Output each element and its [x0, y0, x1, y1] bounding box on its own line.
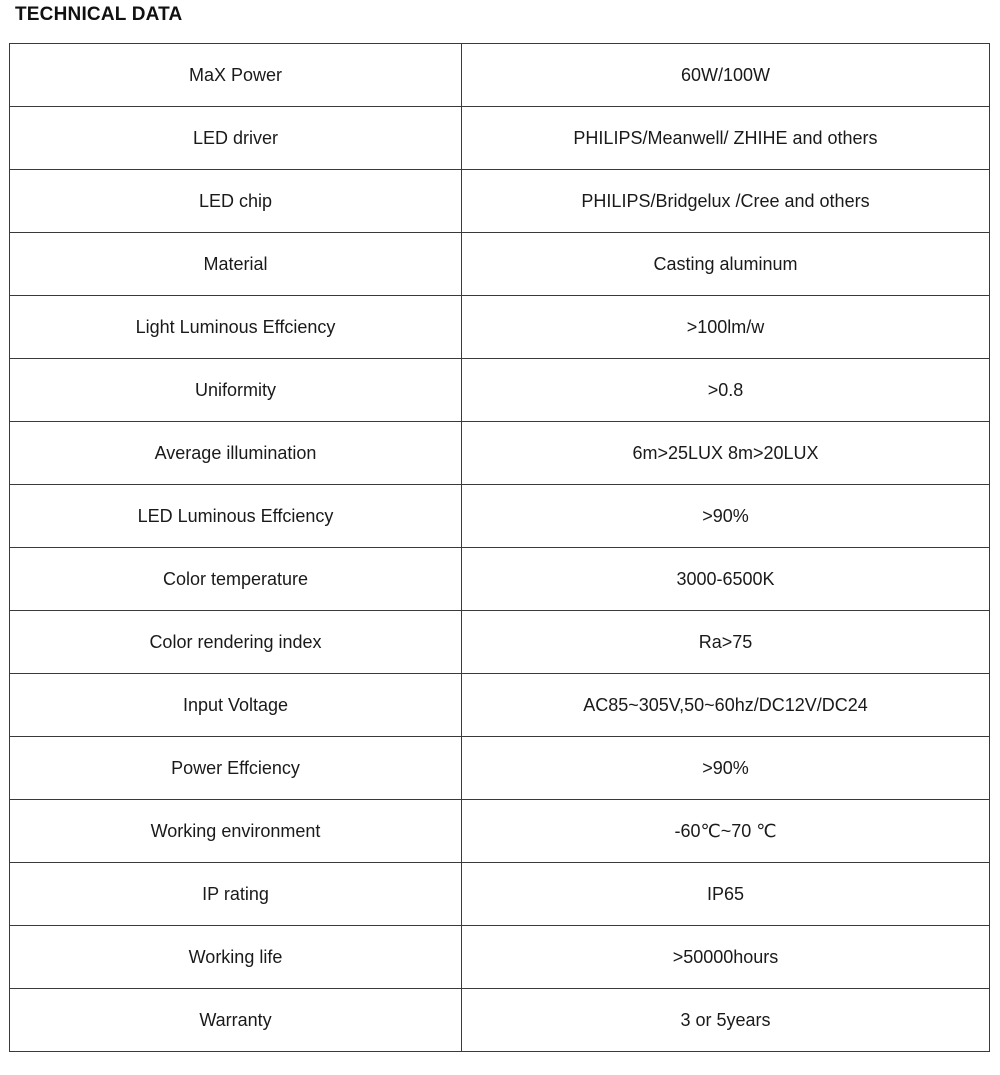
parameter-cell: Color temperature: [10, 548, 462, 611]
table-row: [10, 548, 990, 611]
table-row: [10, 674, 990, 737]
table-row: [10, 611, 990, 674]
value-cell: 3 or 5years: [462, 989, 990, 1052]
parameter-cell: Uniformity: [10, 359, 462, 422]
table-row: [10, 926, 990, 989]
page-title: TECHNICAL DATA: [15, 4, 183, 25]
value-cell: PHILIPS/Bridgelux /Cree and others: [462, 170, 990, 233]
value-cell: >0.8: [462, 359, 990, 422]
table-row: [10, 800, 990, 863]
table-row: [10, 422, 990, 485]
value-cell: 60W/100W: [462, 44, 990, 107]
parameter-cell: Warranty: [10, 989, 462, 1052]
value-cell: >100lm/w: [462, 296, 990, 359]
parameter-cell: Working environment: [10, 800, 462, 863]
value-cell: 6m>25LUX 8m>20LUX: [462, 422, 990, 485]
value-cell: Casting aluminum: [462, 233, 990, 296]
value-cell: AC85~305V,50~60hz/DC12V/DC24: [462, 674, 990, 737]
value-cell: PHILIPS/Meanwell/ ZHIHE and others: [462, 107, 990, 170]
table-row: [10, 296, 990, 359]
table-row: [10, 44, 990, 107]
parameter-cell: IP rating: [10, 863, 462, 926]
table-row: [10, 737, 990, 800]
parameter-cell: Average illumination: [10, 422, 462, 485]
table-row: [10, 485, 990, 548]
value-cell: IP65: [462, 863, 990, 926]
table-row: [10, 170, 990, 233]
value-cell: >90%: [462, 737, 990, 800]
parameter-cell: Power Effciency: [10, 737, 462, 800]
parameter-cell: Color rendering index: [10, 611, 462, 674]
parameter-cell: LED chip: [10, 170, 462, 233]
parameter-cell: Light Luminous Effciency: [10, 296, 462, 359]
parameter-cell: Input Voltage: [10, 674, 462, 737]
table-row: [10, 107, 990, 170]
parameter-cell: Material: [10, 233, 462, 296]
value-cell: >50000hours: [462, 926, 990, 989]
parameter-cell: Working life: [10, 926, 462, 989]
table-row: [10, 863, 990, 926]
parameter-cell: MaX Power: [10, 44, 462, 107]
technical-data-table: [9, 43, 990, 1052]
value-cell: -60℃~70 ℃: [462, 800, 990, 863]
table-row: [10, 233, 990, 296]
parameter-cell: LED driver: [10, 107, 462, 170]
value-cell: Ra>75: [462, 611, 990, 674]
value-cell: >90%: [462, 485, 990, 548]
table-row: [10, 989, 990, 1052]
value-cell: 3000-6500K: [462, 548, 990, 611]
parameter-cell: LED Luminous Effciency: [10, 485, 462, 548]
table-row: [10, 359, 990, 422]
